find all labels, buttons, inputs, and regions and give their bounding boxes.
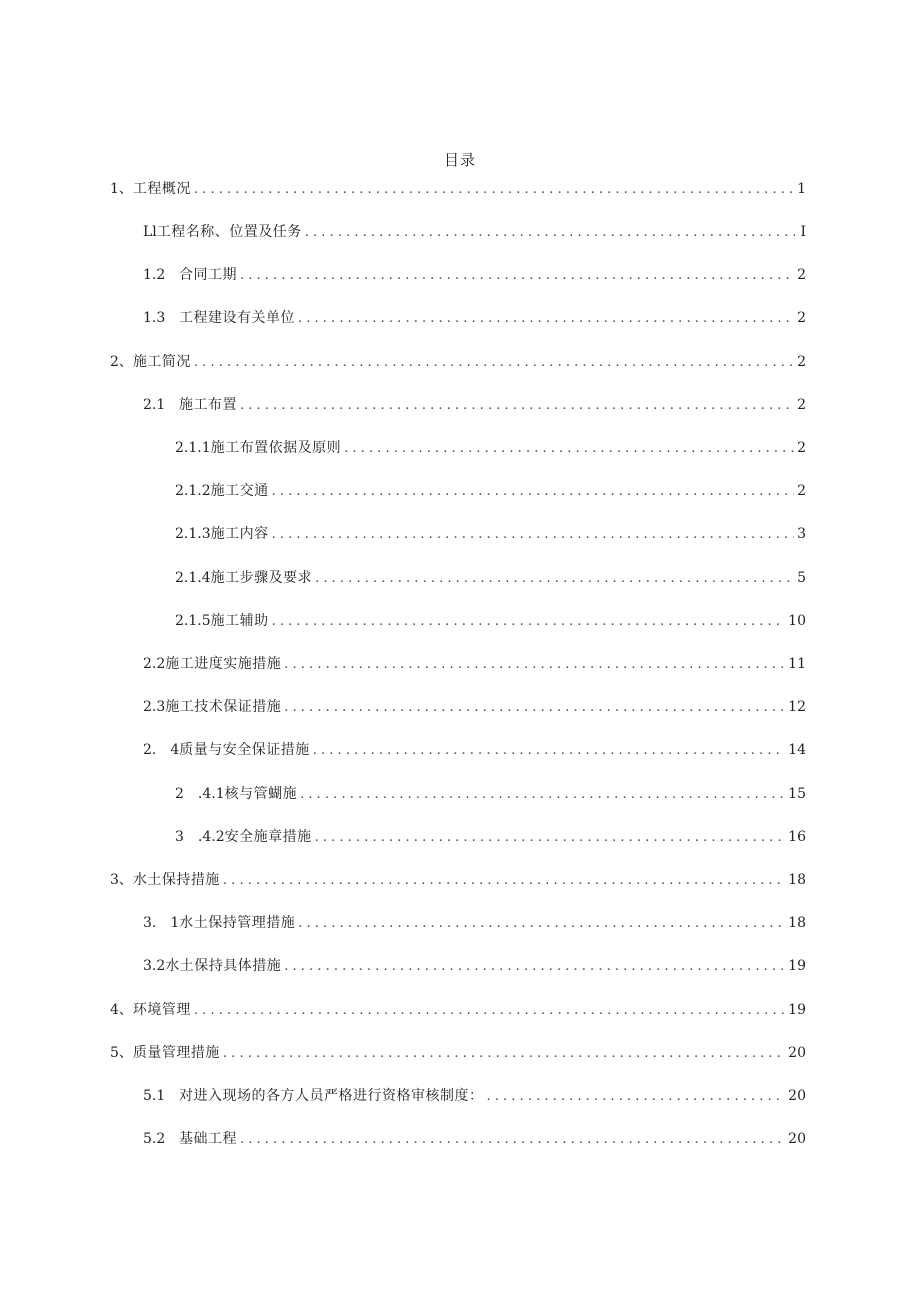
toc-entry-page: 19 [788, 958, 806, 974]
toc-title: 目录 [443, 151, 476, 169]
toc-entry-page: 2 [797, 354, 806, 370]
toc-entry-text: 质量与安全保证措施 [179, 742, 310, 758]
toc-entry-text: 水土保持具体措施 [165, 958, 282, 974]
toc-entry[interactable] [143, 955, 806, 977]
toc-entry[interactable] [175, 783, 806, 805]
toc-entry-text: 合同工期 [179, 267, 237, 283]
toc-dot-leader [313, 740, 785, 762]
toc-entry-number: 1.3 [143, 310, 166, 326]
toc-entry-text: 工程建设有关单位 [179, 310, 295, 326]
toc-entry-text: 工程名称、位置及任务 [156, 224, 302, 240]
toc-entry-number: 1、 [110, 181, 133, 197]
toc-entry-number: 4、 [110, 1002, 133, 1018]
toc-entry-text: 施工进度实施措施 [165, 656, 282, 672]
toc-entry[interactable] [143, 221, 806, 243]
toc-entry-text: 水土保持措施 [132, 872, 220, 888]
toc-entry-number: 5.2 [143, 1131, 166, 1147]
toc-entry-number: 2.3 [143, 699, 166, 715]
toc-entry[interactable] [143, 1085, 806, 1107]
toc-entry-page: 18 [788, 872, 806, 888]
toc-entry[interactable] [143, 912, 806, 934]
toc-entry-page: 20 [788, 1131, 806, 1147]
toc-entry-page: 2 [797, 267, 806, 283]
toc-dot-leader [298, 913, 785, 935]
toc-entry-text: 水土保持管理措施 [179, 915, 296, 931]
toc-entry-page: 12 [788, 699, 806, 715]
toc-entry[interactable] [175, 523, 806, 545]
toc-entry[interactable] [110, 351, 806, 373]
toc-dot-leader [305, 222, 795, 244]
toc-dot-leader [240, 265, 794, 287]
toc-entry[interactable] [175, 610, 806, 632]
toc-entry-number: 2、 [110, 354, 133, 370]
toc-entry-text: 施工辅助 [210, 613, 269, 629]
toc-entry-text: 安全施章措施 [224, 829, 312, 845]
toc-entry[interactable] [110, 1042, 806, 1064]
toc-dot-leader [284, 697, 785, 719]
toc-entry-page: 3 [797, 526, 806, 542]
toc-entry[interactable] [110, 869, 806, 891]
toc-entry[interactable] [143, 653, 806, 675]
toc-entry-number: 2.1.1 [175, 440, 211, 456]
toc-entry-text: 施工内容 [210, 526, 269, 542]
toc-entry-text: 对进入现场的各方人员严格进行资格审核制度： [179, 1088, 484, 1104]
toc-entry-page: 1 [797, 181, 806, 197]
toc-entry-number: 2.1.2 [175, 483, 211, 499]
toc-entry-number: 5.1 [143, 1088, 166, 1104]
toc-entry[interactable] [175, 567, 806, 589]
toc-entry-text: 施工布置 [179, 397, 237, 413]
toc-entry-text: 基础工程 [179, 1131, 237, 1147]
toc-entry-text: 施工布置依据及原则 [210, 440, 342, 456]
toc-entry-page: 2 [797, 440, 806, 456]
toc-dot-leader [240, 1129, 785, 1151]
toc-entry-page: I [800, 224, 806, 240]
toc-entry-number: 2.1.3 [175, 526, 211, 542]
toc-entry-number: 1.2 [143, 267, 166, 283]
toc-dot-leader [315, 568, 794, 590]
toc-entry[interactable] [143, 394, 806, 416]
toc-entry-text: 工程概况 [132, 181, 191, 197]
toc-entry-page: 20 [788, 1045, 806, 1061]
toc-entry-number: 2.2 [143, 656, 166, 672]
toc-entry-number: 2.1.5 [175, 613, 211, 629]
toc-dot-leader [194, 179, 794, 201]
toc-entry-text: 施工简况 [132, 354, 191, 370]
toc-entry-number: 3 .4.2 [175, 829, 225, 845]
toc-dot-leader [298, 308, 794, 330]
toc-entry-number: 2. 4 [143, 742, 180, 758]
toc-entry-page: 14 [788, 742, 806, 758]
toc-entry-page: 2 [797, 310, 806, 326]
toc-entry-page: 16 [788, 829, 806, 845]
toc-entry[interactable] [143, 307, 806, 329]
toc-dot-leader [223, 1043, 785, 1065]
toc-entry-page: 20 [788, 1088, 806, 1104]
toc-dot-leader [284, 956, 785, 978]
toc-entry[interactable] [110, 999, 806, 1021]
toc-entry-page: 2 [797, 483, 806, 499]
toc-entry-page: 2 [797, 397, 806, 413]
toc-entry[interactable] [175, 826, 806, 848]
toc-entry-number: 2 .4.1 [175, 786, 225, 802]
toc-entry-number: 2.1.4 [175, 570, 211, 586]
toc-entry-page: 18 [788, 915, 806, 931]
toc-entry-number: 5、 [110, 1045, 133, 1061]
toc-dot-leader [315, 827, 786, 849]
toc-entry-text: 施工步骤及要求 [210, 570, 313, 586]
toc-dot-leader [240, 395, 794, 417]
toc-entry[interactable] [175, 437, 806, 459]
toc-entry-page: 11 [788, 656, 806, 672]
toc-entry-text: 核与管蝴施 [224, 786, 298, 802]
toc-dot-leader [272, 481, 794, 503]
toc-dot-leader [344, 438, 794, 460]
toc-entry[interactable] [143, 1128, 806, 1150]
toc-dot-leader [487, 1086, 786, 1108]
toc-entry-page: 15 [788, 786, 806, 802]
toc-dot-leader [194, 352, 794, 374]
toc-dot-leader [272, 611, 786, 633]
toc-dot-leader [300, 784, 785, 806]
toc-entry-page: 5 [797, 570, 806, 586]
toc-entry-page: 10 [788, 613, 806, 629]
toc-entry-text: 环境管理 [132, 1002, 191, 1018]
toc-dot-leader [223, 870, 785, 892]
toc-entry-number: Ll [143, 224, 157, 240]
toc-dot-leader [284, 654, 785, 676]
toc-entry[interactable] [175, 480, 806, 502]
toc-entry[interactable] [143, 739, 806, 761]
toc-entry-text: 施工技术保证措施 [165, 699, 282, 715]
toc-entry-number: 3、 [110, 872, 133, 888]
toc-entry-text: 施工交通 [210, 483, 269, 499]
toc-entry-text: 质量管理措施 [132, 1045, 220, 1061]
toc-entry[interactable] [143, 696, 806, 718]
toc-dot-leader [272, 524, 794, 546]
toc-dot-leader [194, 1000, 785, 1022]
toc-entry[interactable] [143, 264, 806, 286]
toc-entry[interactable] [110, 178, 806, 200]
toc-entry-number: 3. 1 [143, 915, 180, 931]
toc-entry-number: 3.2 [143, 958, 166, 974]
toc-entry-number: 2.1 [143, 397, 166, 413]
toc-entry-page: 19 [788, 1002, 806, 1018]
